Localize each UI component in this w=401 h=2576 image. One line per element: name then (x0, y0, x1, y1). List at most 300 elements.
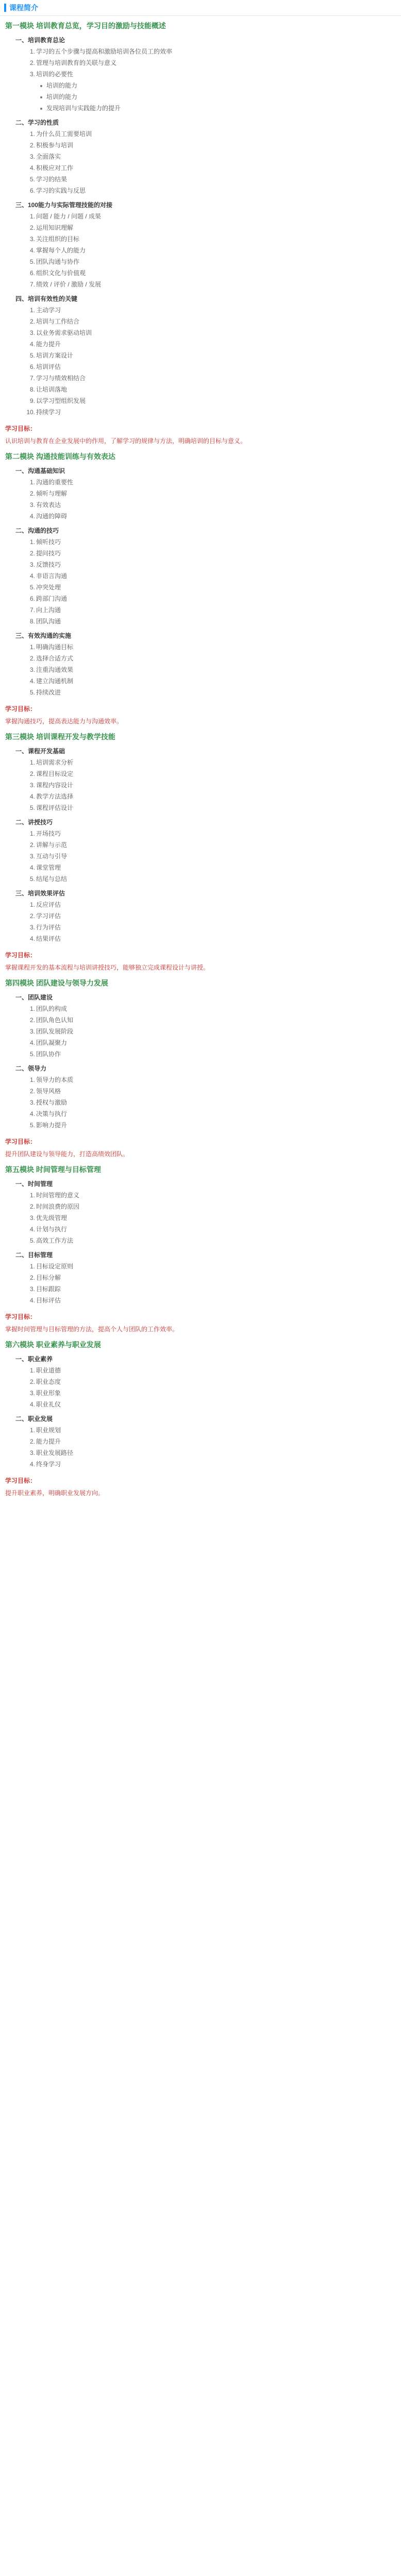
item-text: 目标设定原则 (36, 1263, 74, 1270)
course-intro-header (0, 0, 401, 16)
list-item (5, 1459, 396, 1470)
item-text: 学习与绩效相结合 (36, 375, 86, 382)
section-items (5, 1261, 396, 1306)
item-text: 课程评估设计 (36, 804, 74, 811)
section-title: 二、目标管理 (15, 1251, 53, 1259)
item-text: 全面落实 (36, 153, 61, 160)
section-block (5, 525, 396, 627)
learning-target-label: 学习目标： (5, 425, 37, 432)
item-text: 培训方案设计 (36, 352, 74, 359)
section-items (5, 536, 396, 627)
item-number: 1. (29, 213, 35, 220)
subitem-text: 发现培训与实践能力的提升 (46, 105, 121, 112)
item-number: 3. (29, 853, 35, 860)
section-block (5, 35, 396, 114)
item-text: 倾听与理解 (36, 490, 68, 497)
section-block (5, 1413, 396, 1470)
list-item (5, 327, 396, 338)
item-text: 开场技巧 (36, 830, 61, 837)
section-title: 二、职业发展 (15, 1415, 53, 1422)
item-text: 目标跟踪 (36, 1285, 61, 1293)
list-item (5, 1261, 396, 1272)
item-text: 结尾与总结 (36, 875, 68, 883)
item-text: 明确沟通目标 (36, 643, 74, 651)
item-text: 掌握每个人的能力 (36, 247, 86, 254)
item-text: 互动与引导 (36, 853, 68, 860)
item-text: 持续学习 (36, 409, 61, 416)
item-text: 团队的构成 (36, 1005, 68, 1012)
list-item (5, 1212, 396, 1224)
item-number: 1. (29, 130, 35, 138)
item-number: 5. (29, 258, 35, 265)
list-subitem (5, 103, 396, 114)
item-text: 学习评估 (36, 912, 61, 920)
section-title: 二、领导力 (15, 1065, 47, 1072)
list-item (5, 511, 396, 522)
item-number: 1. (29, 1427, 35, 1434)
item-text: 培训评估 (36, 363, 61, 370)
item-number: 5. (29, 1122, 35, 1129)
item-text: 课程目标设定 (36, 770, 74, 777)
list-item (5, 910, 396, 922)
learning-target-label: 学习目标： (5, 952, 37, 959)
learning-target-text: 提升团队建设与领导能力，打造高绩效团队。 (5, 1150, 129, 1158)
list-item (5, 1283, 396, 1295)
list-item (5, 338, 396, 350)
item-text: 沟通的重要性 (36, 479, 74, 486)
list-item (5, 222, 396, 233)
list-item (5, 162, 396, 174)
item-text: 以学习型组织发展 (36, 397, 86, 404)
list-item (5, 279, 396, 290)
item-text: 职业态度 (36, 1378, 61, 1385)
list-item (5, 1108, 396, 1120)
learning-target-text: 掌握课程开发的基本流程与培训讲授技巧，能够独立完成课程设计与讲授。 (5, 964, 210, 971)
item-text: 提问技巧 (36, 550, 61, 557)
item-text: 授权与激励 (36, 1099, 68, 1106)
subitem-text: 培训的能力 (46, 82, 78, 89)
section-block (5, 992, 396, 1060)
item-number: 1. (29, 901, 35, 908)
list-subitem (5, 80, 396, 91)
course-outline (0, 20, 401, 1499)
item-text: 反馈技巧 (36, 561, 61, 568)
list-item (5, 779, 396, 791)
list-item (5, 1003, 396, 1014)
item-number: 6. (29, 269, 35, 277)
item-number: 3. (29, 71, 35, 78)
module-title: 第五模块 时间管理与目标管理 (5, 1165, 101, 1174)
list-item (5, 267, 396, 279)
list-item (5, 1074, 396, 1086)
item-text: 团队协作 (36, 1050, 61, 1058)
item-text: 培训与工作结合 (36, 318, 80, 325)
section-block (5, 1249, 396, 1306)
item-text: 领导力的本质 (36, 1076, 74, 1083)
item-text: 绩效 / 评价 / 激励 / 发展 (36, 281, 102, 288)
list-item (5, 548, 396, 559)
item-number: 4. (29, 793, 35, 800)
item-text: 目标分解 (36, 1274, 61, 1281)
section-title: 二、学习的性质 (15, 119, 59, 126)
bullet-icon (36, 80, 45, 91)
module-block (5, 1164, 396, 1335)
list-item (5, 488, 396, 499)
item-text: 团队发展阶段 (36, 1028, 74, 1035)
list-item (5, 128, 396, 140)
item-text: 冲突处理 (36, 584, 61, 591)
section-title: 一、沟通基础知识 (15, 467, 65, 474)
list-item (5, 1201, 396, 1212)
item-text: 能力提升 (36, 341, 61, 348)
item-text: 行为评估 (36, 924, 61, 931)
item-text: 职业规划 (36, 1427, 61, 1434)
item-number: 5. (29, 875, 35, 883)
item-number: 5. (29, 1050, 35, 1058)
section-block (5, 745, 396, 814)
section-block (5, 1063, 396, 1131)
item-number: 5. (29, 689, 35, 696)
module-block (5, 20, 396, 447)
list-item (5, 1425, 396, 1436)
item-text: 职业形象 (36, 1389, 61, 1397)
header-accent-bar (4, 4, 6, 12)
item-number: 5. (29, 584, 35, 591)
item-number: 4. (29, 513, 35, 520)
list-item (5, 536, 396, 548)
item-text: 计划与执行 (36, 1226, 68, 1233)
section-title: 一、时间管理 (15, 1180, 53, 1188)
item-number: 1. (29, 48, 35, 55)
item-number: 8. (29, 618, 35, 625)
item-text: 培训的必要性 (36, 71, 74, 78)
section-title: 四、培训有效性的关键 (15, 295, 78, 302)
course-intro-title: 课程简介 (9, 4, 38, 12)
item-number: 3. (29, 235, 35, 243)
section-block (5, 465, 396, 522)
list-item (5, 361, 396, 372)
section-title: 一、培训教育总论 (15, 37, 65, 44)
list-item (5, 802, 396, 814)
list-item (5, 791, 396, 802)
list-item (5, 245, 396, 256)
item-number: 1. (29, 759, 35, 766)
module-block (5, 731, 396, 973)
item-number: 5. (29, 804, 35, 811)
bullet-dot-icon (40, 108, 42, 110)
item-text: 决策与执行 (36, 1110, 68, 1117)
list-item (5, 1097, 396, 1108)
item-text: 高效工作方法 (36, 1237, 74, 1244)
section-items (5, 828, 396, 885)
item-text: 讲解与示范 (36, 841, 68, 849)
section-items (5, 1003, 396, 1060)
item-text: 职业礼仪 (36, 1401, 61, 1408)
item-text: 管理与培训教育的关联与意义 (36, 59, 117, 66)
item-number: 8. (29, 386, 35, 393)
item-text: 让培训落地 (36, 386, 68, 393)
section-block (5, 888, 396, 944)
item-text: 向上沟通 (36, 606, 61, 614)
list-item (5, 757, 396, 768)
list-item (5, 350, 396, 361)
item-number: 7. (29, 281, 35, 288)
section-block (5, 199, 396, 290)
item-number: 1. (29, 1263, 35, 1270)
learning-target-label: 学习目标： (5, 1138, 37, 1145)
item-number: 4. (29, 164, 35, 172)
list-item (5, 1295, 396, 1306)
item-text: 问题 / 能力 / 问题 / 成果 (36, 213, 102, 220)
section-items (5, 641, 396, 698)
item-number: 7. (29, 375, 35, 382)
list-item (5, 256, 396, 267)
section-title: 一、团队建设 (15, 994, 53, 1001)
item-text: 课堂管理 (36, 864, 61, 871)
item-number: 2. (29, 655, 35, 662)
section-block (5, 117, 396, 196)
module-block (5, 977, 396, 1160)
item-number: 2. (29, 1203, 35, 1210)
item-number: 1. (29, 1367, 35, 1374)
section-title: 二、讲授技巧 (15, 819, 53, 826)
list-item (5, 1235, 396, 1246)
list-item (5, 372, 396, 384)
section-title: 三、100能力与实际管理技能的对接 (15, 201, 113, 209)
list-item (5, 151, 396, 162)
item-number: 2. (29, 1088, 35, 1095)
item-number: 3. (29, 666, 35, 673)
item-text: 沟通的障碍 (36, 513, 68, 520)
section-items (5, 757, 396, 814)
item-number: 1. (29, 643, 35, 651)
section-items (5, 899, 396, 944)
list-item (5, 211, 396, 222)
item-number: 5. (29, 176, 35, 183)
item-number: 2. (29, 318, 35, 325)
learning-target-text: 掌握沟通技巧，提高表达能力与沟通效率。 (5, 718, 123, 725)
section-title: 三、有效沟通的实施 (15, 632, 72, 639)
item-text: 团队沟通 (36, 618, 61, 625)
item-number: 3. (29, 501, 35, 509)
item-number: 7. (29, 606, 35, 614)
item-number: 1. (29, 830, 35, 837)
section-items (5, 1190, 396, 1246)
learning-target-label: 学习目标： (5, 705, 37, 713)
learning-target-text: 认识培训与教育在企业发展中的作用，了解学习的规律与方法，明确培训的目标与意义。 (5, 437, 247, 445)
item-text: 学习的实践与反思 (36, 187, 86, 194)
learning-target-label: 学习目标： (5, 1313, 37, 1320)
section-title: 二、沟通的技巧 (15, 527, 59, 534)
list-item (5, 1272, 396, 1283)
list-item (5, 1190, 396, 1201)
item-text: 持续改进 (36, 689, 61, 696)
item-text: 关注组织的目标 (36, 235, 80, 243)
list-subitem (5, 91, 396, 103)
item-text: 为什么员工需要培训 (36, 130, 92, 138)
list-item (5, 1376, 396, 1387)
item-number: 1. (29, 538, 35, 546)
list-item (5, 1086, 396, 1097)
list-item (5, 174, 396, 185)
list-item (5, 1365, 396, 1376)
bullet-icon (36, 91, 45, 103)
item-number: 2. (29, 490, 35, 497)
item-number: 2. (29, 224, 35, 231)
item-number: 2. (29, 841, 35, 849)
item-number: 3. (29, 1028, 35, 1035)
item-number: 4. (29, 1297, 35, 1304)
item-number: 3. (29, 1285, 35, 1293)
item-text: 积极应对工作 (36, 164, 74, 172)
item-number: 1. (29, 1192, 35, 1199)
item-text: 终身学习 (36, 1461, 61, 1468)
item-number: 3. (29, 329, 35, 336)
list-item (5, 641, 396, 653)
learning-target-text: 提升职业素养，明确职业发展方向。 (5, 1489, 105, 1497)
item-text: 领导风格 (36, 1088, 61, 1095)
list-item (5, 406, 396, 418)
item-text: 跨部门沟通 (36, 595, 68, 602)
section-title: 一、职业素养 (15, 1355, 53, 1363)
list-item (5, 828, 396, 839)
item-number: 4. (29, 1226, 35, 1233)
item-text: 积极参与培训 (36, 142, 74, 149)
item-text: 影响力提升 (36, 1122, 68, 1129)
list-item (5, 1120, 396, 1131)
item-text: 优先级管理 (36, 1214, 68, 1222)
item-number: 9. (29, 397, 35, 404)
section-block (5, 1353, 396, 1410)
section-items (5, 46, 396, 114)
section-items (5, 128, 396, 196)
section-block (5, 1178, 396, 1246)
section-items (5, 1425, 396, 1470)
item-number: 3. (29, 1389, 35, 1397)
item-text: 学习的结果 (36, 176, 68, 183)
item-text: 非语言沟通 (36, 572, 68, 580)
list-item (5, 1436, 396, 1447)
list-item (5, 873, 396, 885)
section-items (5, 211, 396, 290)
item-text: 时间管理的意义 (36, 1192, 80, 1199)
list-item (5, 604, 396, 616)
item-number: 10. (26, 409, 35, 416)
list-item (5, 185, 396, 196)
list-item (5, 653, 396, 664)
item-text: 职业道德 (36, 1367, 61, 1374)
learning-target-label: 学习目标： (5, 1477, 37, 1484)
item-number: 6. (29, 187, 35, 194)
item-number: 3. (29, 153, 35, 160)
list-item (5, 616, 396, 627)
item-number: 4. (29, 572, 35, 580)
item-text: 注重沟通效果 (36, 666, 74, 673)
item-number: 4. (29, 864, 35, 871)
item-number: 5. (29, 352, 35, 359)
item-text: 团队角色认知 (36, 1016, 74, 1024)
subitem-text: 培训的能力 (46, 93, 78, 100)
item-text: 时间浪费的原因 (36, 1203, 80, 1210)
list-item (5, 1399, 396, 1410)
item-number: 4. (29, 341, 35, 348)
list-item (5, 477, 396, 488)
item-text: 组织文化与价值观 (36, 269, 86, 277)
list-item (5, 768, 396, 779)
module-title: 第三模块 培训课程开发与教学技能 (5, 733, 115, 741)
item-text: 反应评估 (36, 901, 61, 908)
item-text: 职业发展路径 (36, 1449, 74, 1456)
item-number: 3. (29, 924, 35, 931)
item-number: 2. (29, 1274, 35, 1281)
item-number: 4. (29, 1401, 35, 1408)
list-item (5, 69, 396, 80)
item-number: 2. (29, 770, 35, 777)
section-block (5, 817, 396, 885)
item-number: 6. (29, 595, 35, 602)
item-number: 3. (29, 1099, 35, 1106)
section-block (5, 293, 396, 418)
item-text: 选择合适方式 (36, 655, 74, 662)
item-number: 3. (29, 1214, 35, 1222)
list-item (5, 582, 396, 593)
bullet-dot-icon (40, 85, 42, 87)
list-item (5, 1014, 396, 1026)
item-text: 团队沟通与协作 (36, 258, 80, 265)
section-items (5, 1074, 396, 1131)
item-text: 学习的五个步骤与提高和激励培训各位员工的效率 (36, 48, 173, 55)
list-item (5, 922, 396, 933)
item-number: 2. (29, 1378, 35, 1385)
item-number: 4. (29, 1039, 35, 1046)
section-title: 三、培训效果评估 (15, 890, 65, 897)
list-item (5, 233, 396, 245)
item-number: 4. (29, 677, 35, 685)
item-text: 运用知识理解 (36, 224, 74, 231)
item-number: 2. (29, 912, 35, 920)
list-item (5, 687, 396, 698)
item-number: 4. (29, 1461, 35, 1468)
item-number: 1. (29, 1076, 35, 1083)
list-item (5, 1026, 396, 1037)
item-text: 目标评估 (36, 1297, 61, 1304)
item-number: 1. (29, 1005, 35, 1012)
item-text: 能力提升 (36, 1438, 61, 1445)
item-text: 以业务需求驱动培训 (36, 329, 92, 336)
list-item (5, 1447, 396, 1459)
item-number: 6. (29, 363, 35, 370)
module-title: 第二模块 沟通技能训练与有效表达 (5, 452, 115, 461)
item-number: 5. (29, 1237, 35, 1244)
list-item (5, 304, 396, 316)
item-text: 团队凝聚力 (36, 1039, 68, 1046)
module-title: 第四模块 团队建设与领导力发展 (5, 979, 108, 987)
list-item (5, 851, 396, 862)
list-item (5, 593, 396, 604)
item-number: 4. (29, 247, 35, 254)
item-text: 教学方法选择 (36, 793, 74, 800)
bullet-icon (36, 103, 45, 114)
item-number: 2. (29, 1016, 35, 1024)
item-number: 3. (29, 782, 35, 789)
section-title: 一、课程开发基础 (15, 748, 65, 755)
section-items (5, 1365, 396, 1410)
list-item (5, 862, 396, 873)
item-text: 主动学习 (36, 307, 61, 314)
list-item (5, 395, 396, 406)
item-text: 有效表达 (36, 501, 61, 509)
list-item (5, 839, 396, 851)
